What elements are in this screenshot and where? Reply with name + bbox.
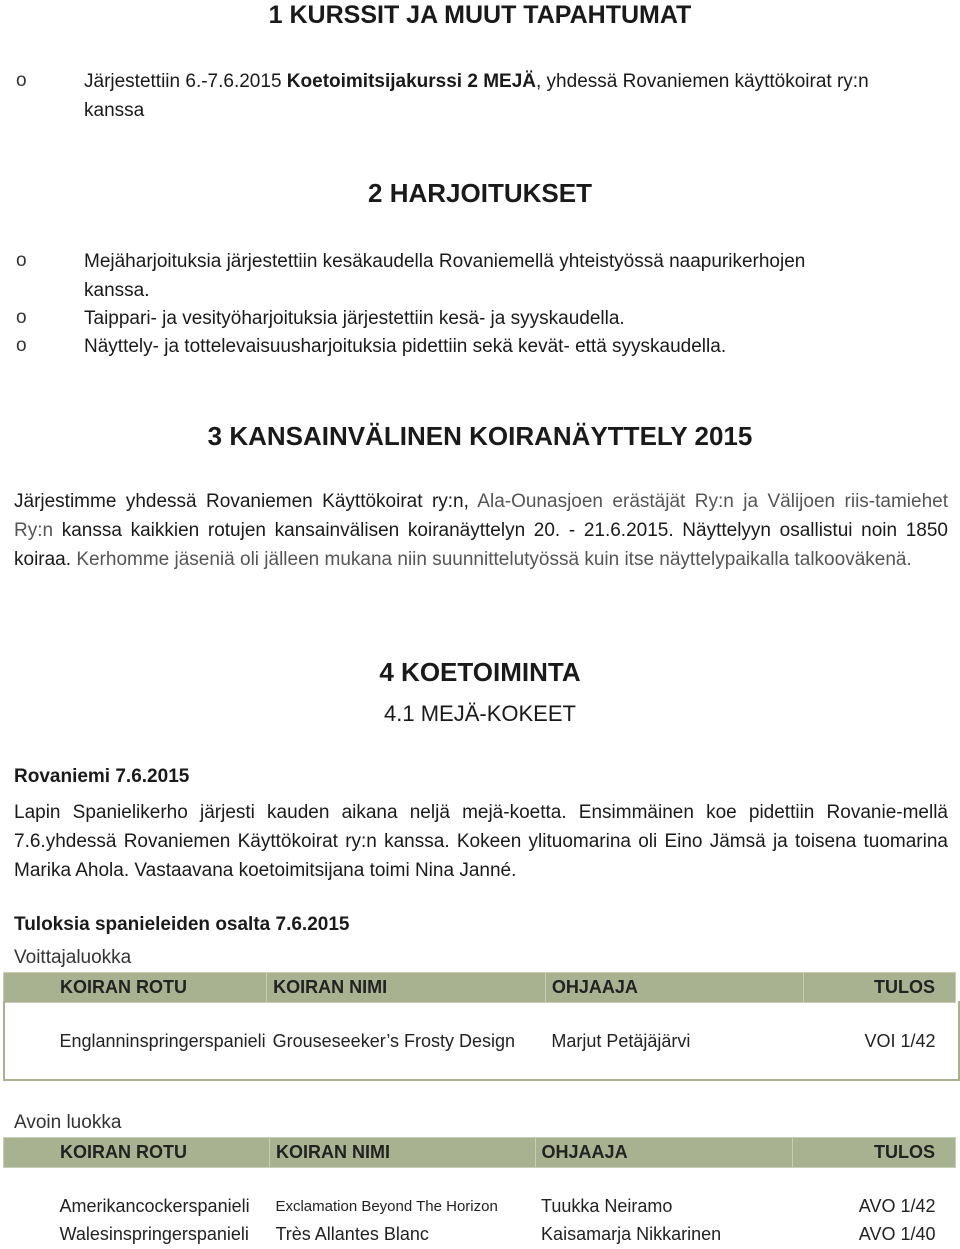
- table-row: [4, 1220, 956, 1248]
- cell-handler: Tuukka Neiramo: [535, 1192, 793, 1220]
- table-row: [4, 1192, 956, 1220]
- cell-breed: Amerikancockerspanieli: [4, 1192, 270, 1220]
- section1-item-prefix: Järjestettiin 6.-7.6.2015: [84, 71, 287, 92]
- cell-breed: Englanninspringerspanieli: [4, 1027, 267, 1055]
- section2-heading: 2 HARJOITUKSET: [368, 178, 592, 208]
- table-border: [3, 1001, 960, 1081]
- bullet-icon: o: [16, 250, 27, 271]
- cell-dog-name: Exclamation Beyond The Horizon: [269, 1192, 535, 1220]
- section3-heading: 3 KANSAINVÄLINEN KOIRANÄYTTELY 2015: [207, 421, 753, 451]
- cell-dog-name: Très Allantes Blanc: [269, 1220, 535, 1248]
- section3-text-d: Kerhomme jäseniä oli jälleen mukana niin suunnittelutyössä kuin itse näyttelypaikalla talkooväkenä.: [76, 549, 912, 570]
- header-handler: OHJAAJA: [535, 1138, 793, 1168]
- bullet-icon: o: [16, 70, 27, 91]
- cell-result: AVO 1/40: [793, 1220, 956, 1248]
- section1-item-rest: , yhdessä Rovaniemen käyttökoirat ry:n: [536, 71, 869, 92]
- section1-item-bold: Koetoimitsijakurssi 2 MEJÄ: [286, 71, 536, 92]
- header-breed: KOIRAN ROTU: [4, 1138, 270, 1168]
- section2-item-2: Taippari- ja vesityöharjoituksia järjestettiin kesä- ja syyskaudella.: [84, 308, 625, 329]
- header-dog-name: KOIRAN NIMI: [269, 1138, 535, 1168]
- section2-item-3: Näyttely- ja tottelevaisuusharjoituksia pidettiin sekä kevät- että syyskaudella.: [84, 336, 727, 357]
- section1-item-line2: kanssa: [84, 100, 145, 121]
- section3-text-a: Järjestimme yhdessä Rovaniemen Käyttökoirat ry:n,: [14, 491, 478, 512]
- table-header-row: [4, 1138, 956, 1168]
- cell-result: AVO 1/42: [793, 1192, 956, 1220]
- results-table-avoin-luokka: [3, 1137, 956, 1248]
- section3-text-c: kanssa kaikkien rotujen kansainvälisen koiranäyttelyn 20. - 21.6.2015. Näyttelyyn osallistui noin 1850 koiraa.: [14, 520, 948, 570]
- header-result: TULOS: [804, 973, 956, 1003]
- section3-text-b: Ala-Ounasjoen erästäjät Ry:n ja Välijoen riis-tamiehet Ry:n: [14, 491, 949, 541]
- section2-item-1-line2: kanssa.: [84, 280, 150, 301]
- cell-result: VOI 1/42: [804, 1027, 956, 1055]
- cell-handler: Marjut Petäjäjärvi: [545, 1027, 803, 1055]
- bullet-icon: o: [16, 307, 27, 328]
- header-result: TULOS: [793, 1138, 956, 1168]
- section1-item: [84, 67, 924, 125]
- section3-paragraph: [14, 487, 948, 574]
- section2-item-1-line1: Mejäharjoituksia järjestettiin kesäkaudella Rovaniemellä yhteistyössä naapurikerhojen: [84, 251, 806, 272]
- header-breed: KOIRAN ROTU: [4, 973, 267, 1003]
- class2-name: Avoin luokka: [14, 1112, 122, 1133]
- cell-dog-name: Grouseseeker’s Frosty Design: [267, 1027, 546, 1055]
- cell-handler: Kaisamarja Nikkarinen: [535, 1220, 793, 1248]
- results-title: Tuloksia spanieleiden osalta 7.6.2015: [14, 914, 350, 935]
- cell-breed: Walesinspringerspanieli: [4, 1220, 270, 1248]
- bullet-icon: o: [16, 335, 27, 356]
- section2-item: [84, 247, 924, 305]
- section4-paragraph: Lapin Spanielikerho järjesti kauden aikana neljä mejä-koetta. Ensimmäinen koe pidettiin Rovanie-mellä 7.6.yhdessä Rovaniemen Käyttökoirat ry:n kanssa. Kokeen ylituomarina oli Eino Jämsä ja toisena tuomarina Marika Ahola. Vastaavana koetoimitsijana toimi Nina Janné.: [14, 802, 948, 881]
- header-dog-name: KOIRAN NIMI: [267, 973, 546, 1003]
- section4-heading: 4 KOETOIMINTA: [379, 657, 581, 687]
- header-handler: OHJAAJA: [545, 973, 803, 1003]
- location-date: Rovaniemi 7.6.2015: [14, 766, 190, 787]
- table-header-row: [4, 973, 956, 1003]
- class1-name: Voittajaluokka: [14, 947, 132, 968]
- section1-heading: 1 KURSSIT JA MUUT TAPAHTUMAT: [268, 1, 692, 29]
- section4-subheading: 4.1 MEJÄ-KOKEET: [384, 701, 576, 726]
